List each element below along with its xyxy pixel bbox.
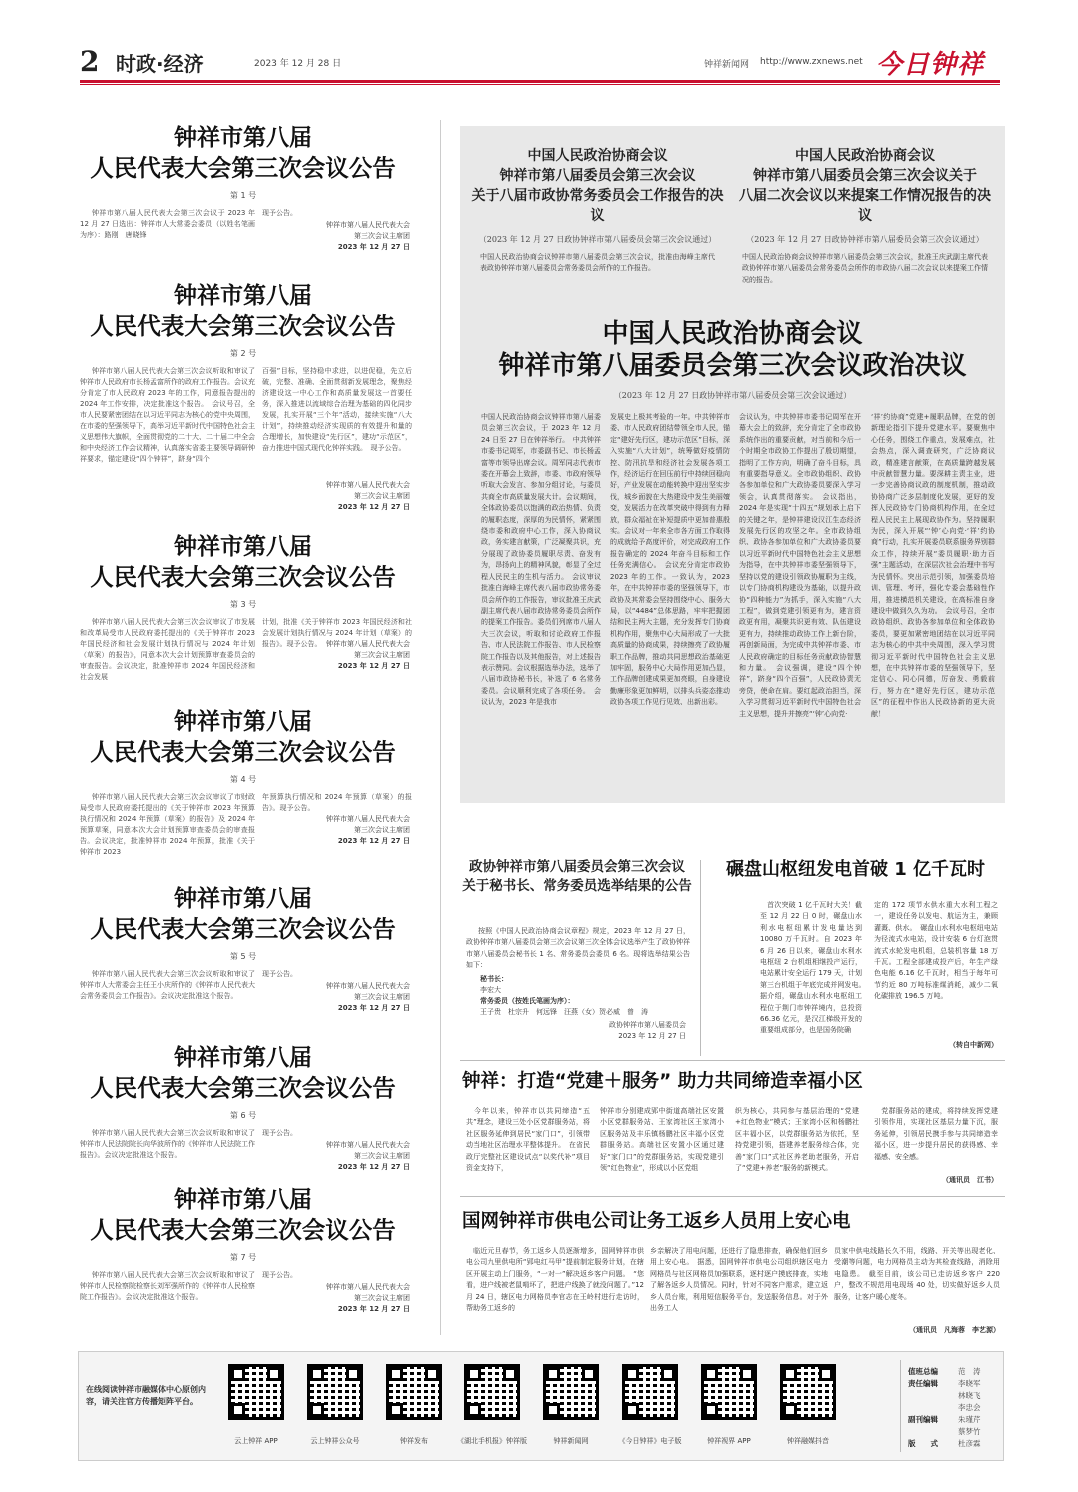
qr-code[interactable] xyxy=(622,1364,678,1420)
notice-body: 钟祥市第八届人民代表大会第三次会议听取和审议了钟祥市人民法院院长向华波所作的《钟祥市人民法院工作报告》。会议决定批准这个报告。 xyxy=(80,1129,255,1159)
credit-role: 值班总编 xyxy=(908,1367,938,1376)
community-source: （通讯员 江书） xyxy=(942,1176,998,1184)
site-url[interactable]: http://www.zxnews.net xyxy=(760,57,863,67)
signatory-date: 2023 年 12 月 27 日 xyxy=(337,503,410,511)
page-number: 2 xyxy=(80,45,100,78)
qr-code-label: 《湖北手机报》钟祥版 xyxy=(457,1437,527,1445)
power-col-3: 员家中供电线路长久不用，线路、开关等出现老化、受潮等问题，电力网格员主动为其检查线路，消除用电隐患。 截至目前，该公司已走访返乡客户 220 户，整改不规范用电现场 40 处，切实做好返乡人员服务，让客户暖心度冬。 xyxy=(834,1247,1000,1301)
notice-body-cont: 百强”目标，坚持稳中求进，以进促稳，先立后破，完整、准确、全面贯彻新发展理念，聚焦经济建设这一中心工作和高质量发展这一首要任务，深入推进以流域综合治理为基础的四化同步发展，扎实开展“三个年”活动，接续实施“八大计划”，持续推动经济实现质的有效提升和量的合理增长，加快建设“先行区”，建功“示范区”，奋力推进中国式现代化钟祥实践。 现予公告。 xyxy=(262,367,412,452)
notice-body: 钟祥市第八届人民代表大会第三次会议听取和审议了钟祥市人民政府市长杨孟富所作的政府工作报告。会议充分肯定了市人民政府 2023 年的工作，同意报告提出的 2024 年工作安排，决定批准这个报告。 会议号召，全市人民要紧密团结在以习近平同志为核心的党中央周围，在市委的坚强领导下，高举习近平新时代中国特色社会主义思想伟大旗帜，全面贯彻党的二十大、二十届二中全会和中央经济工作会议精神，认真落实省委主要领导调研钟祥要求，锚定建设“四个钟祥”，跻身“四个 xyxy=(80,367,255,463)
secretary-general-name: 李宏大 xyxy=(480,986,501,994)
header-rule-thin xyxy=(80,84,1000,85)
notice-body: 钟祥市第八届人民代表大会第三次会议听取和审议了钟祥市人大常委会主任王小庆所作的《钟祥市人民代表大会常务委员会工作报告》。会议决定批准这个报告。 xyxy=(80,970,255,1000)
signatory-line-2: 第三次会议主席团 xyxy=(354,492,410,500)
newspaper-logo: 今日钟祥 xyxy=(876,50,985,80)
header-rule xyxy=(80,80,1000,83)
election-date: 2023 年 12 月 27 日 xyxy=(618,1032,686,1040)
resolution-col-1: 中国人民政治协商会议钟祥市第八届委员会第三次会议，于 2023 年 12 月 24 日至 27 日在钟祥举行。 中共钟祥市委书记周军，市委副书记、市长杨孟富等市领导出席会议。周军同志代表市委在开幕会上致辞，市委、市政府领导听取大会发言、参加分组讨论，与委员共商全市高质量发展大计。会议期间，全体政协委员以饱满的政治热情、负责的履职态度，深厚的为民情怀，紧紧围绕市委和政府中心工作，深入协商议政，务实建言献策，广泛凝聚共识，充分展现了政协委员履职尽责、奋发有为，昂扬向上的精神风貌，彰显了全过程人民民主的生机与活力。 会议审议批准白海峰主席代表八届市政协常务委员会所作的工作报告，审议批准王庆武副主席代表八届市政协常务委员会所作的提案工作报告。委员们列席市八届人大三次会议，听取和讨论政府工作报告、市人民法院工作报告、市人民检察院工作报告以及其他报告，对上述报告表示赞同。会议根据选举办法，选举了八届市政协秘书长，补选了 6 名常务委员。会议顺利完成了各项任务。 会议认为，2023 年是我市 xyxy=(481,413,601,707)
hydro-headline: 碾盘山枢纽发电首破 1 亿千瓦时 xyxy=(726,859,986,880)
notice-body-cont: 年预算执行情况和 2024 年预算（草案）的报告》。现予公告。 xyxy=(262,793,412,812)
heading-line: 钟祥市第八届委员会第三次会议关于 xyxy=(753,168,977,184)
notice-body: 钟祥市第八届人民代表大会第三次会议审议了市发展和改革局受市人民政府委托提出的《关于钟祥市 2023 年国民经济和社会发展计划执行情况与 2024 年计划（草案）的报告》，同意本次大会计划预算审查委员会的审查报告。会议决定，批准钟祥市 2024 年国民经济和社会发展 xyxy=(80,618,255,681)
credit-role: 版 式 xyxy=(908,1439,938,1448)
signatory-date: 2023 年 12 月 27 日 xyxy=(337,1004,410,1012)
power-headline: 国网钟祥市供电公司让务工返乡人员用上安心电 xyxy=(462,1211,851,1232)
secretary-general-label: 秘书长： xyxy=(480,975,508,983)
notice-title-line-1: 钟祥市第八届 xyxy=(174,709,312,735)
heading-line: 八届二次会议以来提案工作情况报告的决议 xyxy=(739,188,991,224)
issue-date: 2023 年 12 月 28 日 xyxy=(254,59,342,69)
signatory-line-1: 钟祥市第八届人民代表大会 xyxy=(326,1141,410,1149)
qr-code-label: 云上钟祥 APP xyxy=(234,1437,278,1445)
cppcc-proposal-report-resolution xyxy=(734,146,996,286)
notice-title-line-2: 人民代表大会第三次会议公告 xyxy=(90,154,396,182)
signatory-line-2: 第三次会议主席团 xyxy=(354,826,410,834)
qr-code-label: 钟祥发布 xyxy=(400,1437,428,1445)
heading-line: 关于八届市政协常务委员会工作报告的决议 xyxy=(471,188,724,224)
adoption-note: （2023 年 12 月 27 日政协钟祥市第八届委员会第三次会议通过） xyxy=(613,391,852,400)
signatory-date: 2023 年 12 月 27 日 xyxy=(337,243,410,251)
election-notice xyxy=(462,858,692,896)
qr-code[interactable] xyxy=(701,1364,757,1420)
notice-number: 第 7 号 xyxy=(229,1253,257,1262)
resolution-heading-1: 中国人民政治协商会议 xyxy=(602,319,863,349)
community-col-4: 党群服务站的建成，将持续发挥党建引领作用，实现社区基层力量下沉，服务延伸，引领居民携手参与共同缔造幸福小区，进一步提升居民的获得感、幸福感、安全感。 xyxy=(874,1107,998,1161)
resolution-text: 中国人民政治协商会议钟祥市第八届委员会第三次会议，批准由海峰主席代表政协钟祥市第八届委员会常务委员会所作的工作报告。 xyxy=(480,253,715,273)
notice-number: 第 1 号 xyxy=(229,191,257,200)
adoption-note: （2023 年 12 月 27 日政协钟祥市第八届委员会第三次会议通过） xyxy=(746,235,984,244)
power-col-1: 临近元旦春节，务工返乡人员逐渐增多，国网钟祥市供电公司九里供电所“郢电红马甲”提前制定服务计划，在辖区开展主动上门服务，“一对一”解决返乡客户问题。 “您看，进户线被老鼠啃坏了，把进户线换了就没问题了。”12 月 24 日，辖区电力网格员李官志在王岭村进行走访时，帮助务工返乡的 xyxy=(466,1247,644,1313)
adoption-note: （2023 年 12 月 27 日政协钟祥市第八届委员会第三次会议通过） xyxy=(478,235,717,244)
column-divider xyxy=(700,860,701,1056)
heading-line: 中国人民政治协商会议 xyxy=(527,148,668,164)
election-body: 按照《中国人民政治协商会议章程》规定，2023 年 12 月 27 日，政协钟祥市第八届委员会第三次会议第三次全体会议选举产生了政协钟祥市第八届委员会秘书长 1 名、常务委员会委员 6 名。现将选举结果公告如下： xyxy=(466,927,690,970)
notice-title-line-2: 人民代表大会第三次会议公告 xyxy=(90,1216,396,1244)
qr-code-label: 云上钟祥公众号 xyxy=(310,1437,360,1445)
notice-title-line-2: 人民代表大会第三次会议公告 xyxy=(90,738,396,766)
power-source: （通讯员 凡海蓉 李艺源） xyxy=(909,1326,1000,1334)
section-rule xyxy=(460,1196,1005,1197)
column-divider xyxy=(440,120,441,1335)
notice-body-cont: 现予公告。 xyxy=(262,970,297,978)
heading-line: 中国人民政治协商会议 xyxy=(795,148,935,164)
notice-title-line-2: 人民代表大会第三次会议公告 xyxy=(90,312,396,340)
credit-name: 范 涛 xyxy=(958,1367,981,1376)
credit-name: 林晓飞 xyxy=(958,1391,981,1400)
notice-body-cont: 计划，批准《关于钟祥市 2023 年国民经济和社会发展计划执行情况与 2024 年计划（草案）的报告》。现予公告。 xyxy=(262,618,412,648)
credit-name: 朱瑾芹 xyxy=(958,1415,981,1424)
signatory-line-1: 钟祥市第八届人民代表大会 xyxy=(326,815,410,823)
notice-title-line-2: 人民代表大会第三次会议公告 xyxy=(90,915,396,943)
community-col-3: 织为核心，共同参与基层治理的“党建+红色物业”模式；王家湾小区和杨鹏社区丰福小区，以党群服务站为依托，坚持党建引领，搭建养老服务综合体，完善“家门口”式社区养老助老服务，开启了“党建+养老”服务的新模式。 xyxy=(735,1107,859,1173)
notice-title-line-1: 钟祥市第八届 xyxy=(174,886,312,912)
footer-intro: 在线阅读钟祥市融媒体中心原创内容，请关注官方传播矩阵平台。 xyxy=(86,1385,206,1406)
signatory-line-1: 钟祥市第八届人民代表大会 xyxy=(326,221,410,229)
community-col-2: 钟祥市分别建成郢中街道高端社区安置小区党群服务站、王家湾社区王家湾小区服务站及丰乐镇杨鹏社区丰福小区党群服务站。高端社区安置小区通过建好“家门口”的党群服务站，实现党建引领“红色物业”，形成以小区党组 xyxy=(600,1107,724,1173)
notice-title-line-1: 钟祥市第八届 xyxy=(174,534,312,560)
notice-title-line-1: 钟祥市第八届 xyxy=(174,1187,312,1213)
section-name: 时政·经济 xyxy=(116,52,204,76)
heading-line: 关于秘书长、常务委员选举结果的公告 xyxy=(462,878,692,894)
election-signatory: 政协钟祥市第八届委员会 xyxy=(609,1021,686,1029)
qr-code[interactable] xyxy=(543,1364,599,1420)
heading-line: 钟祥市第八届委员会第三次会议 xyxy=(499,168,696,184)
credits-divider xyxy=(900,1360,901,1452)
power-col-2: 乡亲解决了用电问题，还进行了隐患排查，确保他们回乡用上安心电。 据悉，国网钟祥市供电公司组织辖区电力网格员与社区网格员加强联系，逐村逐户摸底排查，实地了解各返乡人员情况。同时，针对不同客户需求，建立返乡人员台账，利用短信服务平台，发送服务信息。对于外出务工人 xyxy=(650,1247,828,1313)
resolution-col-2: 发展史上极其考验的一年。中共钟祥市委、市人民政府团结带领全市人民，锚定“建好先行区，建功示范区”目标，深入实施“八大计划”，统筹做好疫情防控、防汛抗旱和经济社会发展各项工作，经济运行在回压前行中持续回稳向好，产业发展在动能转换中迎出坚实步伐，城乡面貌在大热建设中发生美丽嬗变，发展活力在改革突破中得到有力释放，群众福祉在补短提质中更加普惠殷实。会议对一年来全市各方面工作取得的成就给予高度评价，对完成政府工作报告确定的 2024 年奋斗目标和工作任务充满信心。 会议充分肯定市政协 2023 年的工作。一致认为，2023 年，在中共钟祥市委的坚强领导下，市政协及其常委会坚持围绕中心、服务大局，以“4484”总体思路，牢牢把握团结和民主两大主题，充分发挥专门协商机构作用，聚焦中心大局形成了一大批高质量的协商成果，持续擦亮了政协履职工作品牌，推动共同思想政治基础更加牢固，服务中心大局作用更加凸显，工作品牌创建成果更加亮眼，自身建设勤廉形象更加鲜明，以排头兵姿态推动政协各项工作见行见效、出新出彩。 xyxy=(610,413,730,707)
signatory-date: 2023 年 12 月 27 日 xyxy=(337,1163,410,1171)
credit-role: 副刊编辑 xyxy=(908,1415,938,1424)
resolution-col-3: 会议认为，中共钟祥市委书记周军在开幕大会上的致辞，充分肯定了全市政协系统作出的重要贡献，对当前和今后一个时期全市政协工作提出了殷切期望，指明了工作方向，明确了奋斗目标，具有重要指导意义。全市政协组织、政协各参加单位和广大政协委员要深入学习领会，认真贯彻落实。 会议指出，2024 年是实现“十四五”规划承上启下的关键之年，是钟祥建设汉江生态经济发展先行区的攻坚之年。全市政协组织、政协各参加单位和广大政协委员要以习近平新时代中国特色社会主义思想为指导，在中共钟祥市委坚强领导下，坚持以党的建设引领政协履职为主线，以专门协商机构建设为基础，以提升政协“四种能力”为抓手，深入实施“八大工程”，做到党建引领更有为，建言资政更有用，凝聚共识更有效、队伍建设更有力，持续推动政协工作上新台阶，再创新局面，为完成中共钟祥市委、市人民政府确定的目标任务贡献政协智慧和力量。 会议强调，建设“四个钟祥”，跻身“四个百强”，人民政协责无旁贷，使命在肩。要红起政治担当，深入学习贯彻习近平新时代中国特色社会主义思想，提升并擦亮“‘钟’心向党· xyxy=(739,413,861,718)
signatory-date: 2023 年 12 月 27 日 xyxy=(337,1305,410,1313)
signatory-line-1: 钟祥市第八届人民代表大会 xyxy=(326,640,410,648)
notice-number: 第 4 号 xyxy=(229,775,257,784)
community-headline: 钟祥：打造“党建＋服务” 助力共同缔造幸福小区 xyxy=(462,1071,863,1092)
signatory-date: 2023 年 12 月 27 日 xyxy=(337,837,410,845)
standing-members-names: 王子贵 杜宗升 何远锋 汪燕（女）贺必威 曾 涛 xyxy=(480,1008,648,1016)
notice-body: 钟祥市第八届人民代表大会第三次会议审议了市财政局受市人民政府委托提出的《关于钟祥市 2023 年预算执行情况和 2024 年预算（草案）的报告》及 2024 年预算草案，同意本次大会计划预算审查委员会的审查报告。会议决定，批准钟祥市 2024 年预算，批准《关于钟祥市 2023 xyxy=(80,793,255,856)
qr-code[interactable] xyxy=(780,1364,836,1420)
qr-code-label: 《今日钟祥》电子版 xyxy=(618,1437,682,1445)
standing-members-label: 常务委员（按姓氏笔画为序）： xyxy=(480,997,575,1005)
notice-title-line-1: 钟祥市第八届 xyxy=(174,125,312,151)
notice-title-line-1: 钟祥市第八届 xyxy=(174,283,312,309)
signatory-line-1: 钟祥市第八届人民代表大会 xyxy=(326,1283,410,1291)
signatory-line-2: 第三次会议主席团 xyxy=(354,651,410,659)
notice-title-line-2: 人民代表大会第三次会议公告 xyxy=(90,563,396,591)
signatory-line-2: 第三次会议主席团 xyxy=(354,993,410,1001)
credit-role: 责任编辑 xyxy=(908,1379,938,1388)
notice-body: 钟祥市第八届人民代表大会第三次会议听取和审议了钟祥市人民检察院检察长刘军强所作的《钟祥市人民检察院工作报告》。会议决定批准这个报告。 xyxy=(80,1271,255,1301)
notice-title-line-1: 钟祥市第八届 xyxy=(174,1045,312,1071)
signatory-line-1: 钟祥市第八届人民代表大会 xyxy=(326,982,410,990)
qr-code-label: 钟祥融媒抖音 xyxy=(787,1437,829,1445)
credit-name: 蔡梦竹 xyxy=(958,1427,981,1436)
cppcc-work-report-resolution xyxy=(470,146,725,275)
notice-number: 第 2 号 xyxy=(229,349,257,358)
signatory-date: 2023 年 12 月 27 日 xyxy=(337,662,410,670)
notice-title-line-2: 人民代表大会第三次会议公告 xyxy=(90,1074,396,1102)
community-col-1: 今年以来，钟祥市以共同缔造“五共”理念，建设三处小区党群服务站，将社区服务延伸到居民“家门口”，引领带动当地社区治理水平整体提升。 在省民政厅完整社区建设试点“以奖代补”项目资金支持下， xyxy=(466,1107,590,1173)
credit-name: 李晓军 xyxy=(958,1379,981,1388)
signatory-line-2: 第三次会议主席团 xyxy=(354,1152,410,1160)
signatory-line-2: 第三次会议主席团 xyxy=(354,1294,410,1302)
notice-number: 第 5 号 xyxy=(229,952,257,961)
hydro-col-2: 定的 172 项节水供水重大水利工程之一，建设任务以发电、航运为主，兼顾灌溉、供水。 碾盘山水利水电枢纽电站为径流式水电站，设计安装 6 台灯泡贯流式水轮发电机组，总装机容量 18 万千瓦。工程全部建成投产后，年生产绿色电能 6.16 亿千瓦时，相当于每年可节约近 80 万吨标准煤消耗，减少二氧化碳排放 196.5 万吨。 xyxy=(874,901,998,1001)
notice-body-cont: 现予公告。 xyxy=(262,209,297,217)
notice-body-cont: 现予公告。 xyxy=(262,1271,297,1279)
site-name: 钟祥新闻网 xyxy=(704,60,750,70)
notice-body: 钟祥市第八届人民代表大会第三次会议于 2023 年 12 月 27 日选出：钟祥市人大常委会委员（以姓名笔画为序）：路刚 唐晓锋 xyxy=(80,209,255,239)
resolution-text: 中国人民政治协商会议钟祥市第八届委员会第三次会议，批准王庆武副主席代表政协钟祥市第八届委员会常务委员会所作的市政协八届二次会议以来提案工作情况的报告。 xyxy=(742,253,988,284)
qr-code[interactable] xyxy=(228,1364,284,1420)
qr-code-label: 钟祥视界 APP xyxy=(707,1437,751,1445)
political-resolution xyxy=(470,318,995,402)
hydro-col-1: 首次突破 1 亿千瓦时大关！截至 12 月 22 日 0 时，碾盘山水利水电枢纽累计发电量达到 10080 万千瓦时。自 2023 年 6 月 26 日以来，碾盘山水利水电枢纽 2 台机组相继投产运行，电站累计安全运行 179 天，计划第三台机组于年底完成并网发电。 据介绍，碾盘山水利水电枢纽工程位于荆门市钟祥境内，总投资 66.36 亿元，是汉江梯级开发的重要组成部分，也是国务院确 xyxy=(760,901,869,1035)
resolution-col-4: ‘祥’约协商”党建+履职品牌，在党的创新理论指引下提升党建水平。要聚焦中心任务，围绕工作重点，发展难点，社会热点，深入调查研究，广泛协商议政，精准建言献策，在高质量跨越发展中贡献智慧力量。要深耕主责主业，进一步完善协商议政的制度机制，推动政协协商广泛多层制度化发展，更好的发挥人民政协专门协商机构作用，在全过程人民民主上展现政协作为。坚持履职为民，深入开展“‘钟’心向党·‘祥’约协商”行动，扎实开展委员联系服务界别群众工作，持续开展“委员履职·助力百强”主题活动，在深层次社会治理中书写为民情怀。突出示范引领，加强委员培训、管理、考评，强化专委会基础性作用，推进横范机关建设，在高标准自身建设中做到久久为功。 会议号召，全市政协组织、政协各参加单位和全体政协委员，要更加紧密地团结在以习近平同志为核心的中共中央周围，深入学习贯彻习近平新时代中国特色社会主义思想，在中共钟祥市委的坚强领导下，坚定信心、同心同德，厉奋发、勇毅前行，努力在“建好先行区，建功示范区”的征程中作出人民政协新的更大贡献！ xyxy=(871,413,995,718)
notice-number: 第 3 号 xyxy=(229,600,257,609)
heading-line: 政协钟祥市第八届委员会第三次会议 xyxy=(469,859,685,875)
hydro-source: （转自中新网） xyxy=(949,1041,998,1049)
signatory-line-1: 钟祥市第八届人民代表大会 xyxy=(326,481,410,489)
notice-body-cont: 现予公告。 xyxy=(262,1129,297,1137)
credit-name: 杜彦霖 xyxy=(958,1439,981,1448)
qr-code[interactable] xyxy=(307,1364,363,1420)
qr-code-label: 钟祥新闻网 xyxy=(553,1437,589,1445)
section-rule xyxy=(460,1060,1005,1061)
qr-code[interactable] xyxy=(386,1364,442,1420)
resolution-heading-2: 钟祥市第八届委员会第三次会议政治决议 xyxy=(498,351,967,381)
credit-name: 李忠会 xyxy=(958,1403,981,1412)
notice-number: 第 6 号 xyxy=(229,1111,257,1120)
signatory-line-2: 第三次会议主席团 xyxy=(354,232,410,240)
qr-code[interactable] xyxy=(464,1364,520,1420)
